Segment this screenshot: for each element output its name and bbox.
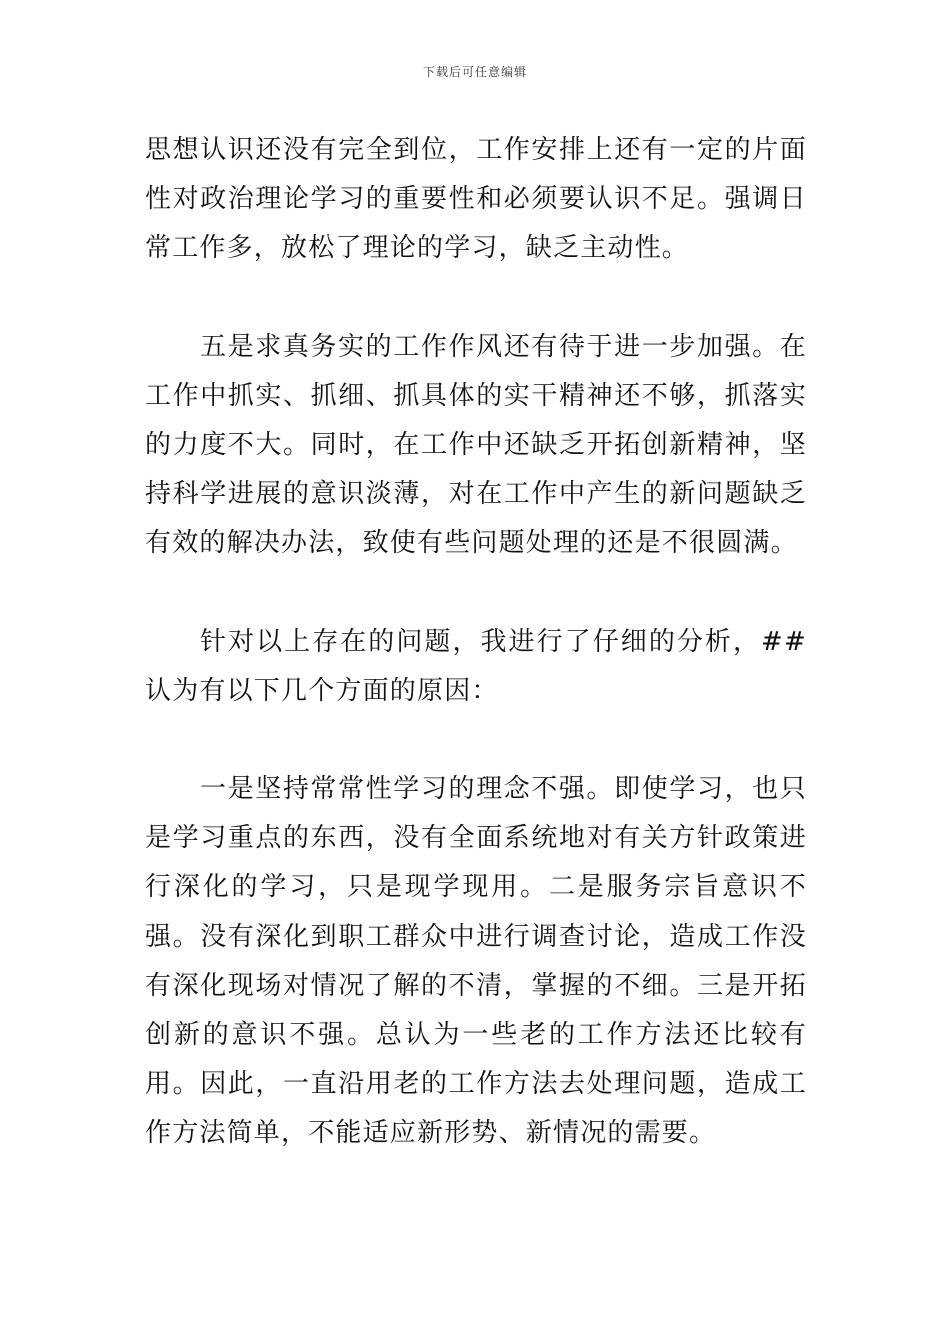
paragraph-1: 思想认识还没有完全到位，工作安排上还有一定的片面性对政治理论学习的重要性和必须要认识不足。强调日常工作多，放松了理论的学习，缺乏主动性。 — [145, 135, 807, 264]
paragraph-gap — [145, 569, 807, 618]
paragraph-gap — [145, 274, 807, 323]
page-header: 下载后可任意编辑 — [422, 65, 527, 79]
document-body — [145, 126, 807, 1159]
paragraph-2: 五是求真务实的工作作风还有待于进一步加强。在工作中抓实、抓细、抓具体的实干精神还不够，抓落实的力度不大。同时，在工作中还缺乏开拓创新精神，坚持科学进展的意识淡薄，对在工作中产生的新问题缺乏有效的解决办法，致使有些问题处理的还是不很圆满。 — [145, 331, 807, 559]
paragraph-gap — [145, 716, 807, 765]
paragraph-4: 一是坚持常常性学习的理念不强。即使学习，也只是学习重点的东西，没有全面系统地对有关方针政策进行深化的学习，只是现学现用。二是服务宗旨意识不强。没有深化到职工群众中进行调查讨论，造成工作没有深化现场对情况了解的不清，掌握的不细。三是开拓创新的意识不强。总认为一些老的工作方法还比较有用。因此，一直沿用老的工作方法去处理问题，造成工作方法简单，不能适应新形势、新情况的需要。 — [145, 774, 807, 1149]
paragraph-3: 针对以上存在的问题，我进行了仔细的分析，##认为有以下几个方面的原因： — [145, 626, 807, 706]
